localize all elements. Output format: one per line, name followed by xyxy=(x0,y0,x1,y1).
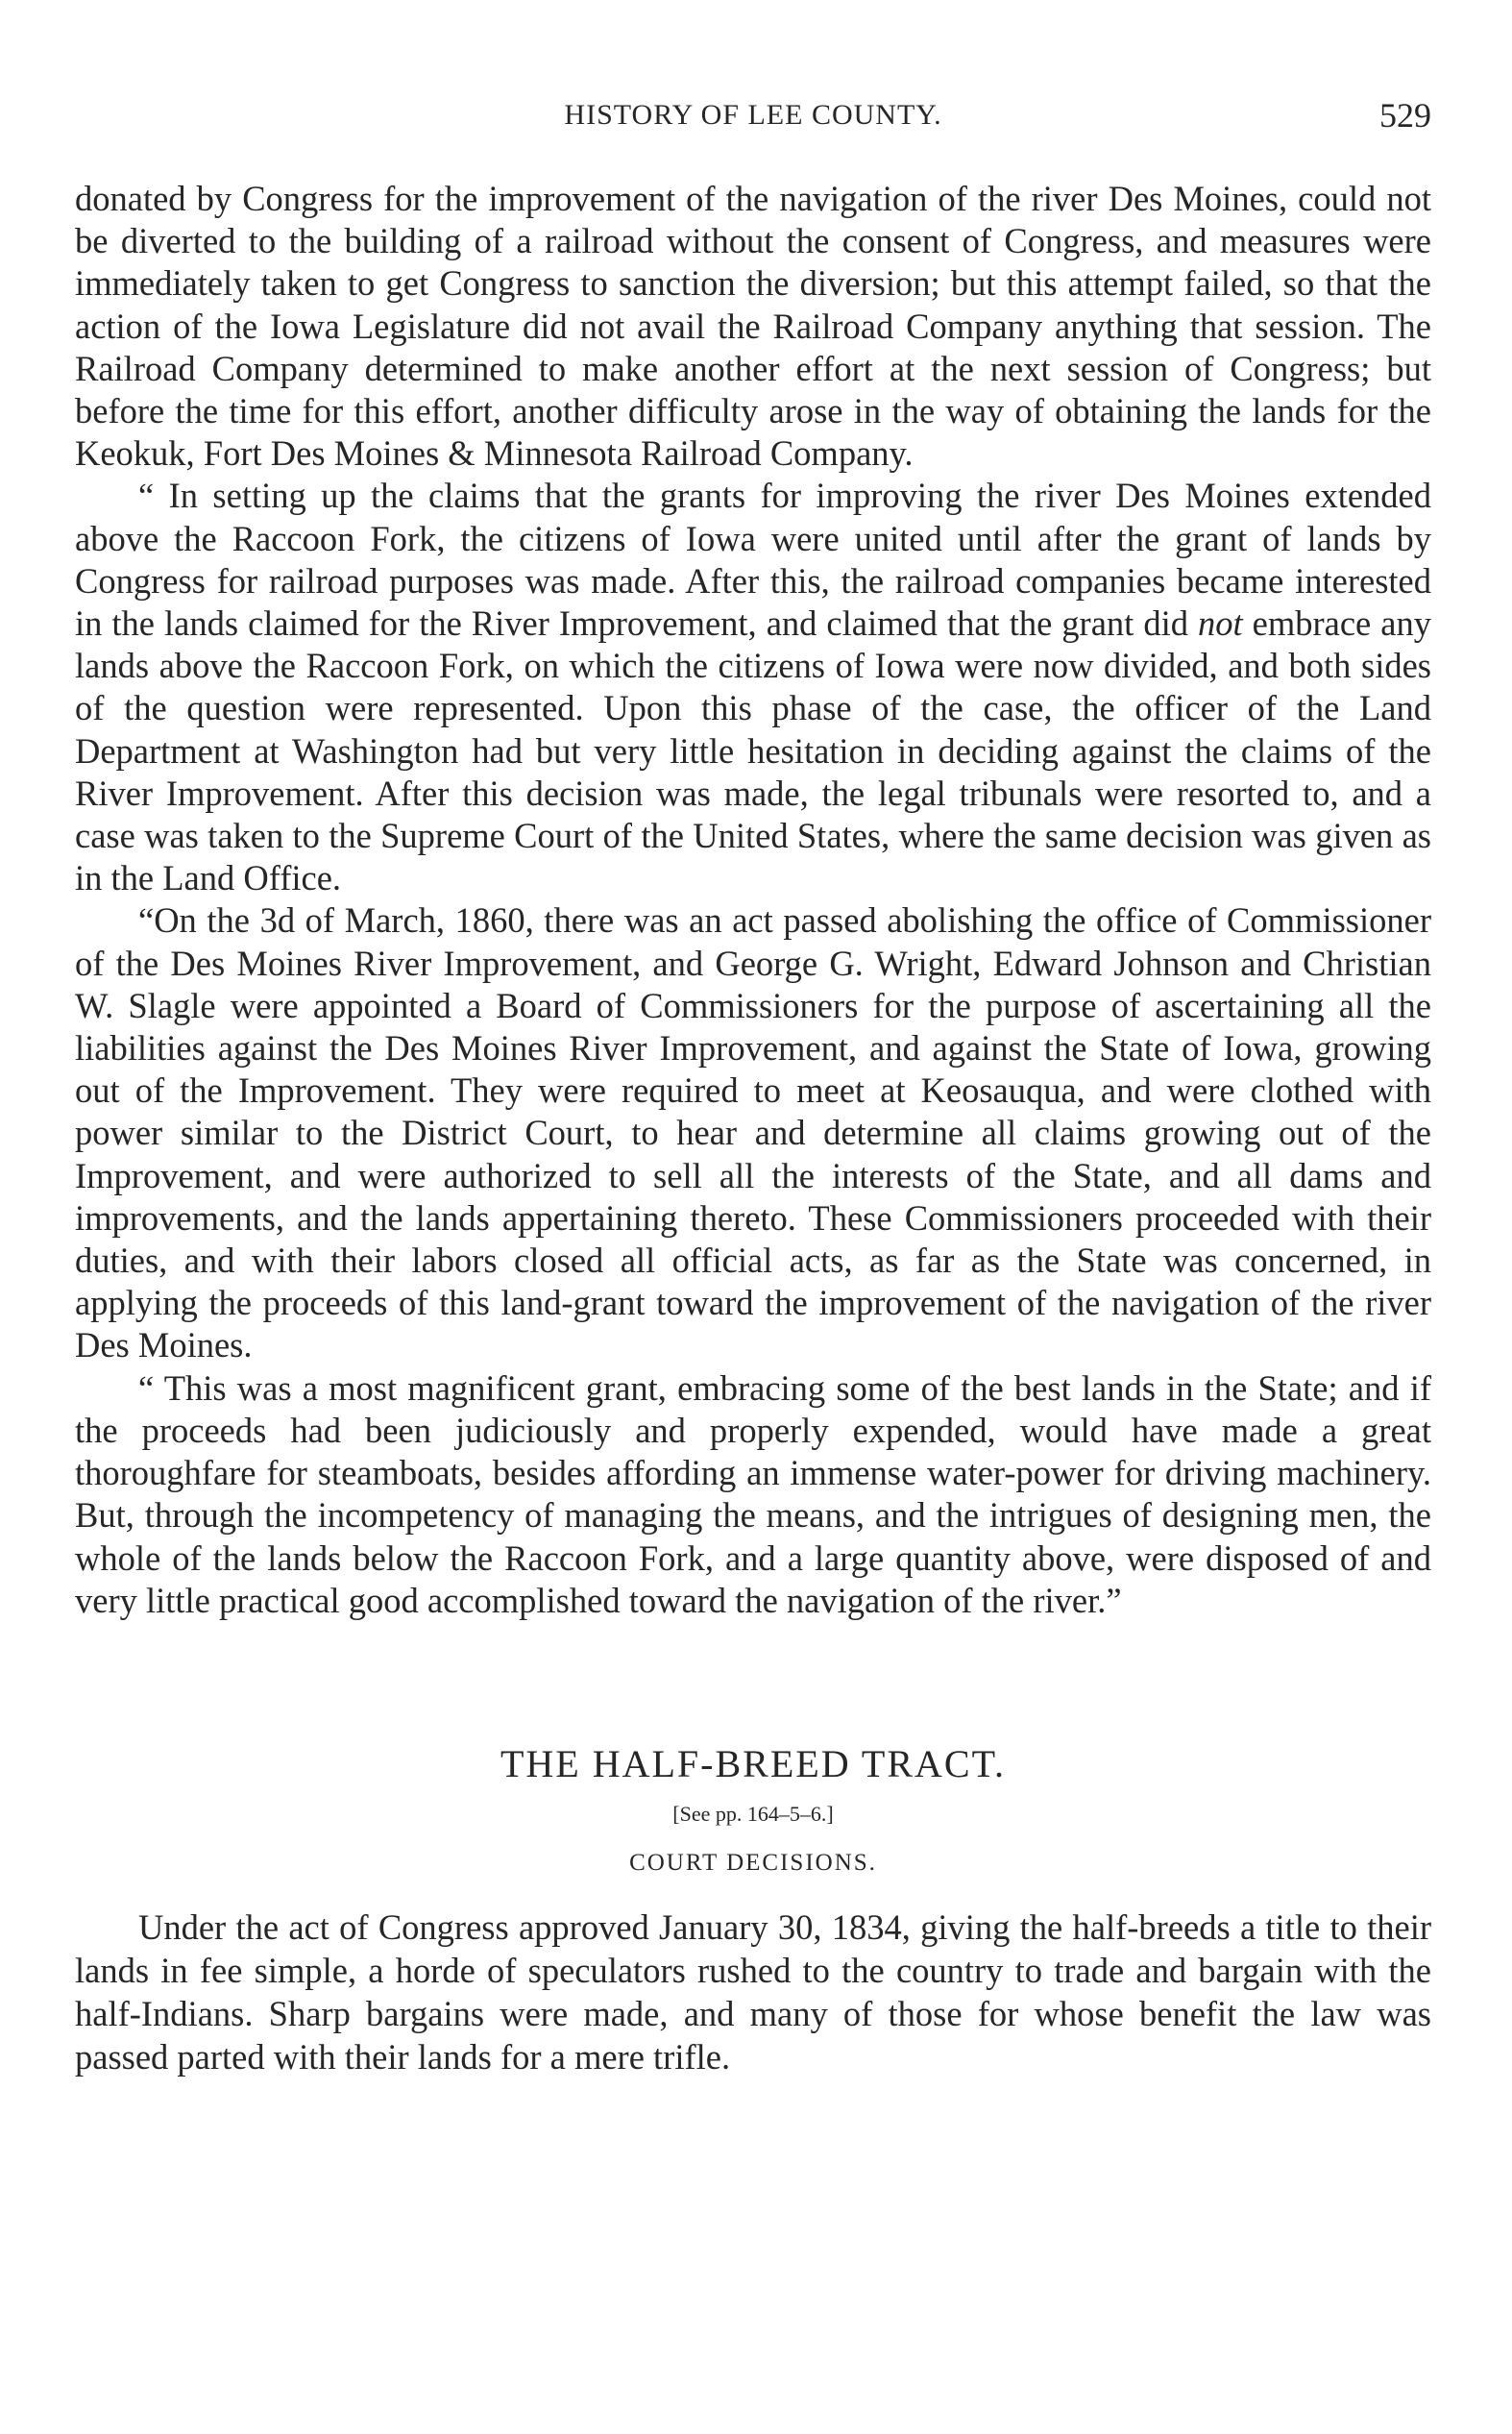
emphasis-text: not xyxy=(1197,603,1243,644)
paragraph-text: “ In setting up the claims that the grants for improving the river Des Moines extended above the Raccoon Fork, the citizens of Iowa were united until after the grant of lands by Congress for railroad purposes was made. After this, the railroad companies became interested in the lands claimed for the River Improvement, and claimed that the grant did xyxy=(75,476,1431,644)
section-title: THE HALF-BREED TRACT. xyxy=(500,1741,1007,1785)
paragraph-commissioners: “On the 3d of March, 1860, there was an act passed abolishing the office of Commissioner of the Des Moines River Improvement, and George G. Wright, Edward Johnson and Christian W. Slagle were appointed a Board of Commissioners for the purpose of ascertaining all the liabilities against the Des Moines River Improvement, and against the State of Iowa, growing out of the Improvement. They were required to meet at Keosauqua, and were clothed with power similar to the District Court, to hear and determine all claims growing out of the Improvement, and were authorized to sell all the interests of the State, and all dams and improvements, and the lands appertaining thereto. These Commissioners proceeded with their duties, and with their labors closed all official acts, as far as the State was concerned, in applying the proceeds of this land-grant toward the improvement of the navigation of the river Des Moines. xyxy=(75,900,1431,1365)
section-subtitle: COURT DECISIONS. xyxy=(629,1849,877,1876)
main-text xyxy=(75,178,1431,1622)
paragraph-half-breed-act: Under the act of Congress approved January 30, 1834, giving the half-breeds a title to their lands in fee simple, a horde of speculators rushed to the country to trade and bargain with the half-Indians. Sharp bargains were made, and many of those for whose benefit the law was passed parted with their lands for a mere trifle. xyxy=(75,1906,1431,2077)
section-reference: [See pp. 164–5–6.] xyxy=(672,1801,834,1826)
paragraph-magnificent-grant: “ This was a most magnificent grant, embracing some of the best lands in the State; and if the proceeds had been judiciously and properly expended, would have made a great thoroughfare for steamboats, besides affording an immense water-power for driving machinery. But, through the incompetency of managing the means, and the intrigues of designing men, the whole of the lands below the Raccoon Fork, and a large quantity above, were disposed of and very little practical good accomplished toward the navigation of the river.” xyxy=(75,1367,1431,1620)
running-title: HISTORY OF LEE COUNTY. xyxy=(564,99,942,131)
paragraph-raccoon-fork-claims xyxy=(75,475,1431,899)
section-body xyxy=(75,1905,1431,2078)
paragraph-continuation: donated by Congress for the improvement of the navigation of the river Des Moines, could not be diverted to the building of a railroad without the consent of Congress, and measures were immediately taken to get Congress to sanction the diversion; but this attempt failed, so that the action of the Iowa Legislature did not avail the Railroad Company anything that session. The Railroad Company determined to make another effort at the next session of Congress; but before the time for this effort, another difficulty arose in the way of obtaining the lands for the Keokuk, Fort Des Moines & Minnesota Railroad Company. xyxy=(75,179,1431,474)
page-number: 529 xyxy=(1379,96,1431,135)
running-header xyxy=(75,91,1431,137)
paragraph-text: embrace any lands above the Raccoon Fork, on which the citizens of Iowa were now divided, and both sides of the question were represented. Upon this phase of the case, the officer of the Land Department at Washington had but very little hesitation in deciding against the claims of the River Improvement. After this decision was made, the legal tribunals were resorted to, and a case was taken to the Supreme Court of the United States, where the same decision was given as in the Land Office. xyxy=(75,603,1431,898)
book-page xyxy=(75,91,1431,2078)
